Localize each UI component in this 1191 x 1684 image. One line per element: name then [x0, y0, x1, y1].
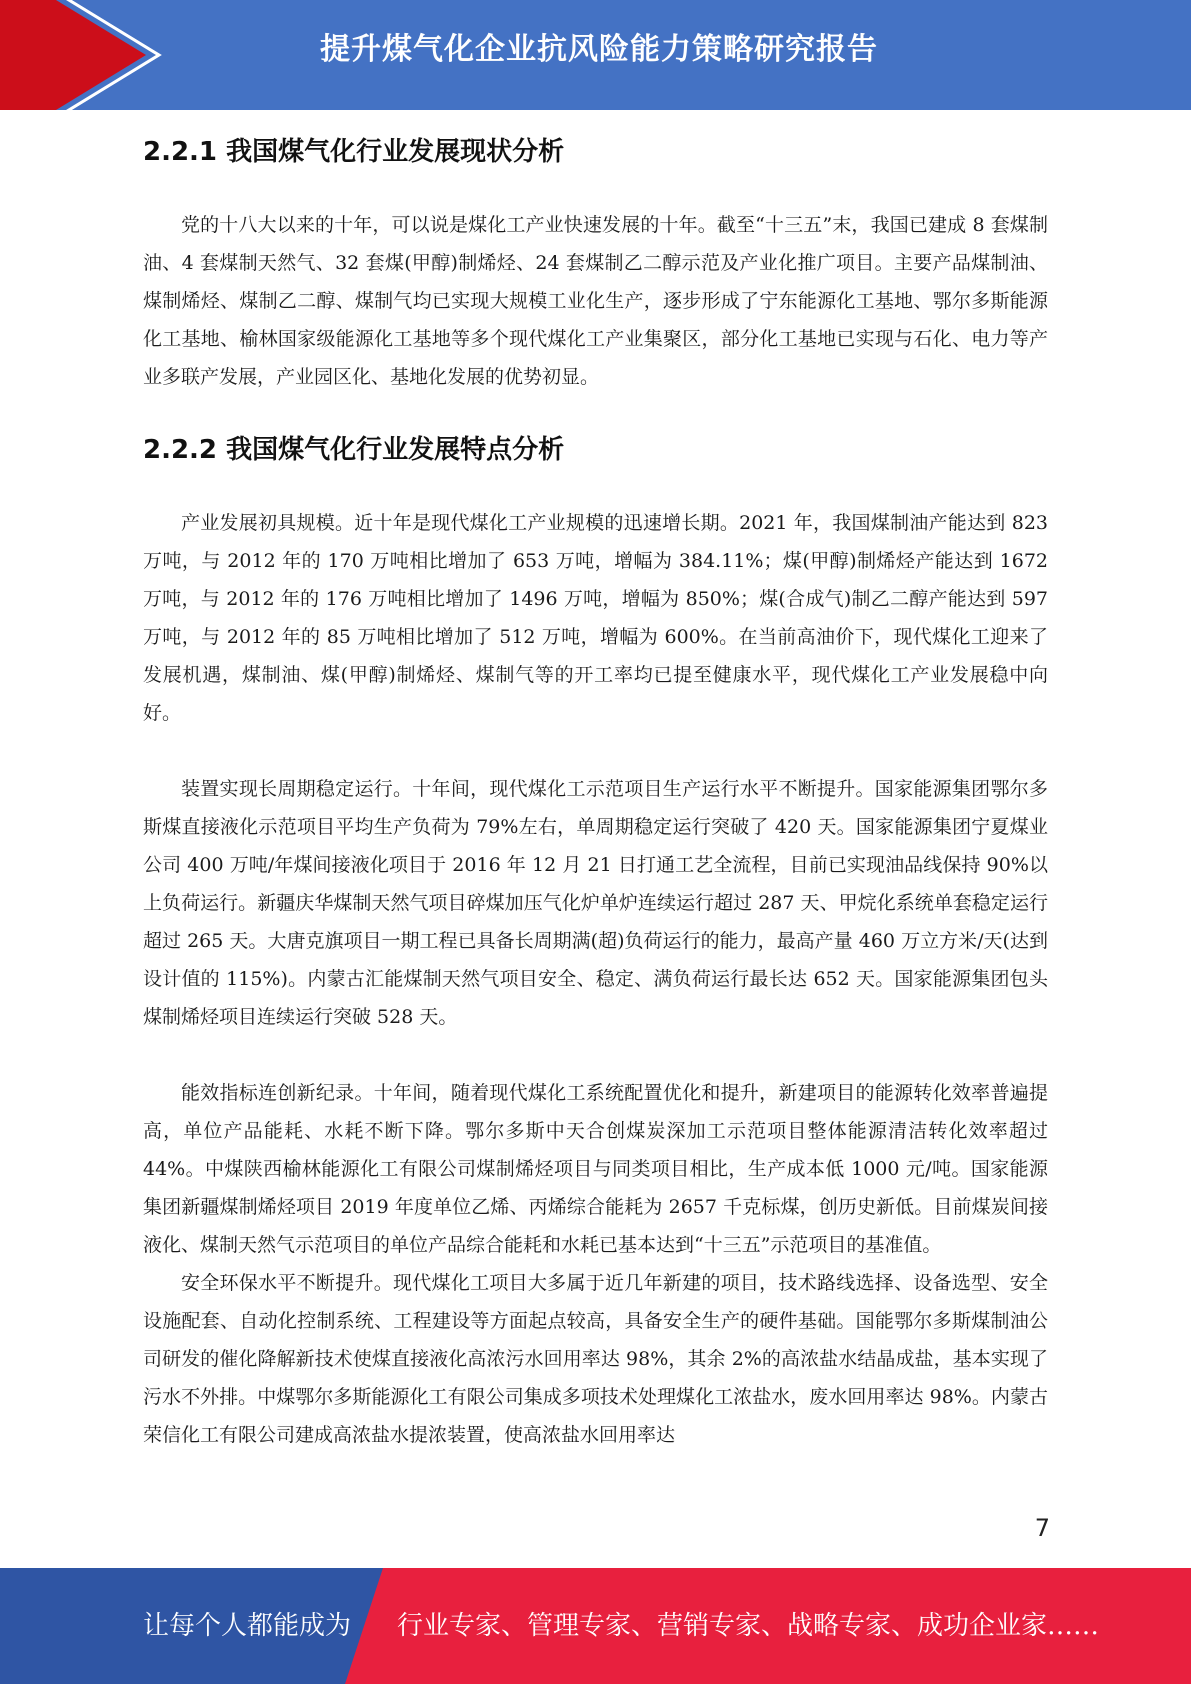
- paragraph: 产业发展初具规模。近十年是现代煤化工产业规模的迅速增长期。2021 年，我国煤制油产能达到 823 万吨，与 2012 年的 170 万吨相比增加了 653 万吨，增幅为 384.11%；煤(甲醇)制烯烃产能达到 1672 万吨，与 2012 年的 176 万吨相比增加了 1496 万吨，增幅为 850%；煤(合成气)制乙二醇产能达到 597 万吨，与 2012 年的 85 万吨相比增加了 512 万吨，增幅为 600%。在当前高油价下，现代煤化工迎来了发展机遇，煤制油、煤(甲醇)制烯烃、煤制气等的开工率均已提至健康水平，现代煤化工产业发展稳中向好。: [143, 512, 1048, 724]
- paragraph: 能效指标连创新纪录。十年间，随着现代煤化工系统配置优化和提升，新建项目的能源转化效率普遍提高，单位产品能耗、水耗不断下降。鄂尔多斯中天合创煤炭深加工示范项目整体能源清洁转化效率超过 44%。中煤陕西榆林能源化工有限公司煤制烯烃项目与同类项目相比，生产成本低 1000 元/吨。国家能源集团新疆煤制烯烃项目 2019 年度单位乙烯、丙烯综合能耗为 2657 千克标煤，创历史新低。目前煤炭间接液化、煤制天然气示范项目的单位产品综合能耗和水耗已基本达到“十三五”示范项目的基准值。: [143, 1082, 1048, 1256]
- page-footer: [0, 1568, 1191, 1684]
- paragraph: 安全环保水平不断提升。现代煤化工项目大多属于近几年新建的项目，技术路线选择、设备选型、安全设施配套、自动化控制系统、工程建设等方面起点较高，具备安全生产的硬件基础。国能鄂尔多斯煤制油公司研发的催化降解新技术使煤直接液化高浓污水回用率达 98%，其余 2%的高浓盐水结晶成盐，基本实现了污水不外排。中煤鄂尔多斯能源化工有限公司集成多项技术处理煤化工浓盐水，废水回用率达 98%。内蒙古荣信化工有限公司建成高浓盐水提浓装置，使高浓盐水回用率达: [143, 1272, 1048, 1446]
- paragraph: 装置实现长周期稳定运行。十年间，现代煤化工示范项目生产运行水平不断提升。国家能源集团鄂尔多斯煤直接液化示范项目平均生产负荷为 79%左右，单周期稳定运行突破了 420 天。国家能源集团宁夏煤业公司 400 万吨/年煤间接液化项目于 2016 年 12 月 21 日打通工艺全流程，目前已实现油品线保持 90%以上负荷运行。新疆庆华煤制天然气项目碎煤加压气化炉单炉连续运行超过 287 天、甲烷化系统单套稳定运行超过 265 天。大唐克旗项目一期工程已具备长周期满(超)负荷运行的能力，最高产量 460 万立方米/天(达到设计值的 115%)。内蒙古汇能煤制天然气项目安全、稳定、满负荷运行最长达 652 天。国家能源集团包头煤制烯烃项目连续运行突破 528 天。: [143, 778, 1048, 1028]
- page-content: [143, 128, 1048, 1454]
- page-number: 7: [1034, 1514, 1050, 1542]
- section-heading-2-2-2: 2.2.2 我国煤气化行业发展特点分析: [143, 435, 565, 465]
- section-heading-2-2-1: 2.2.1 我国煤气化行业发展现状分析: [143, 137, 565, 167]
- paragraph: 党的十八大以来的十年，可以说是煤化工产业快速发展的十年。截至“十三五”末，我国已建成 8 套煤制油、4 套煤制天然气、32 套煤(甲醇)制烯烃、24 套煤制乙二醇示范及产业化推广项目。主要产品煤制油、煤制烯烃、煤制乙二醇、煤制气均已实现大规模工业化生产，逐步形成了宁东能源化工基地、鄂尔多斯能源化工基地、榆林国家级能源化工基地等多个现代煤化工产业集聚区，部分化工基地已实现与石化、电力等产业多联产发展，产业园区化、基地化发展的优势初显。: [143, 214, 1048, 388]
- page-header: [0, 0, 1191, 110]
- footer-slogan-left: 让每个人都能成为: [143, 1611, 352, 1641]
- report-title: 提升煤气化企业抗风险能力策略研究报告: [320, 32, 878, 67]
- footer-slogan-right: 行业专家、管理专家、营销专家、战略专家、成功企业家……: [397, 1611, 1100, 1641]
